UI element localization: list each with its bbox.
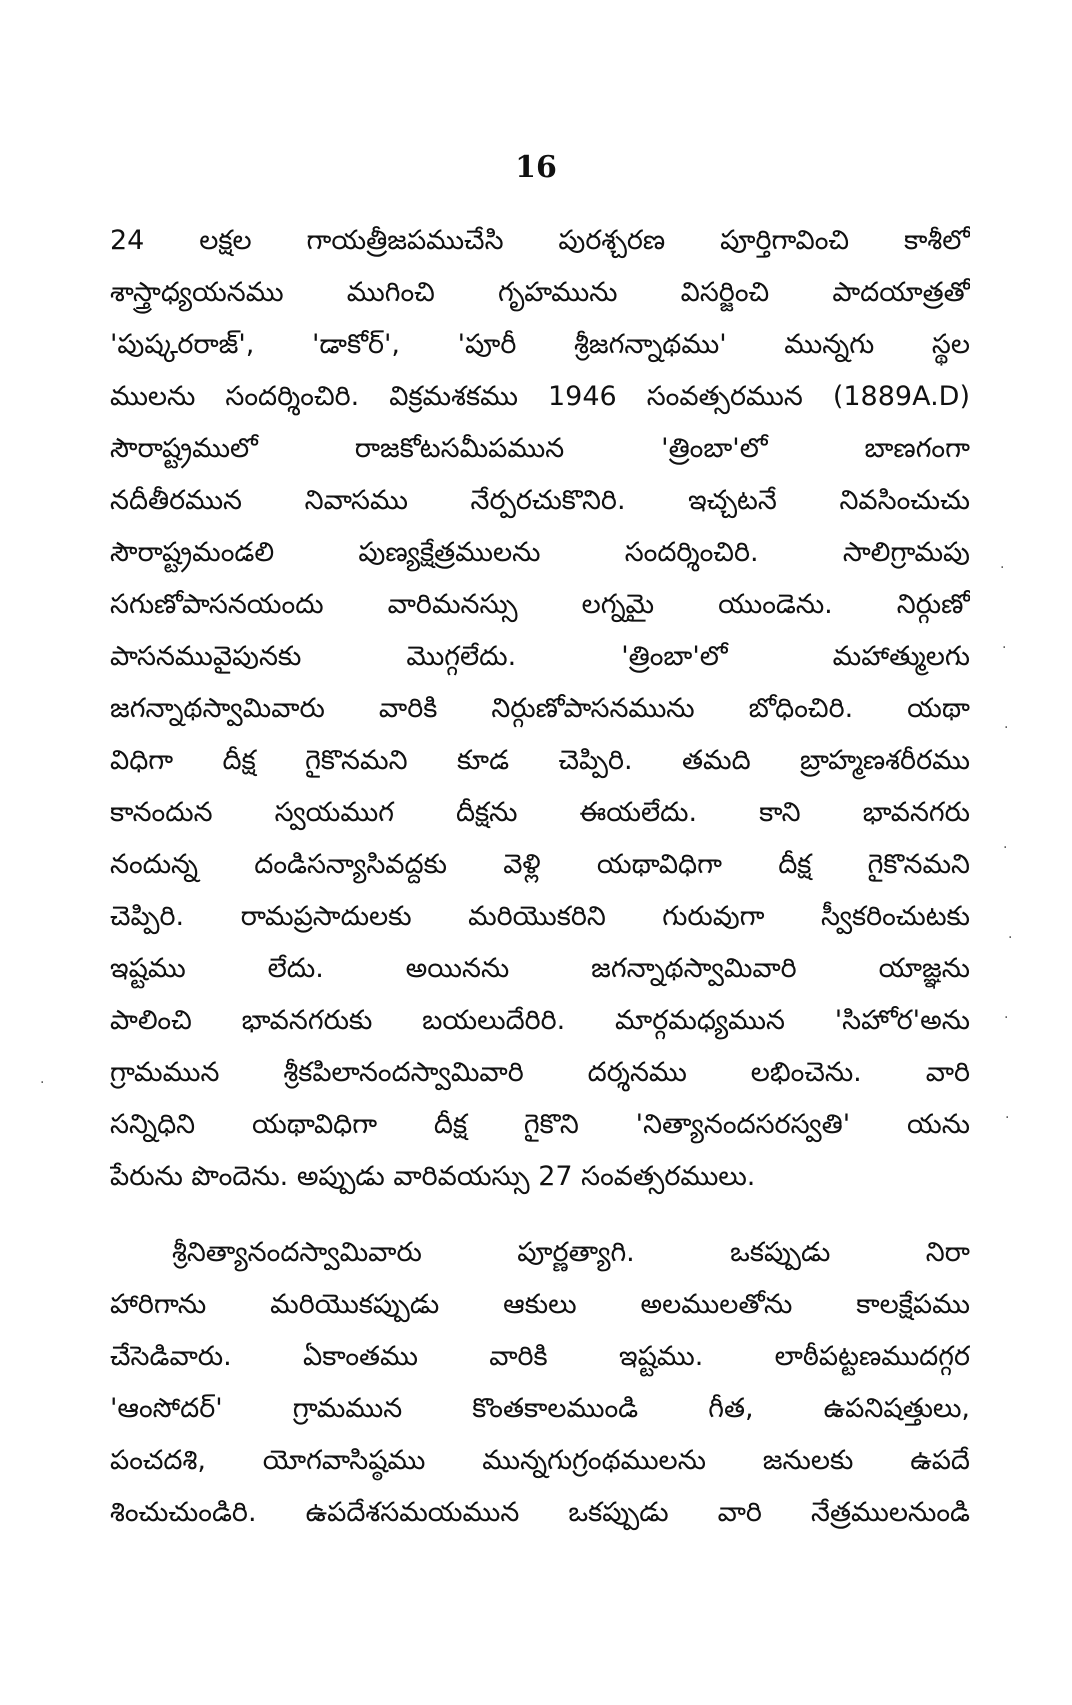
text-line: పాలించి భావనగరుకు బయలుదేరిరి. మార్గమధ్యమున 'సిహోర'అను	[110, 1005, 970, 1036]
scan-speck: ·	[1000, 560, 1005, 576]
paragraph-2	[110, 1227, 970, 1539]
text-line: సౌరాష్ట్రమండలి పుణ్యక్షేత్రములను సందర్శించిరి. సాలిగ్రామపు	[110, 537, 970, 568]
paragraph-1	[110, 215, 970, 1203]
text-line: సౌరాష్ట్రములో రాజకోటసమీపమున 'త్రింబా'లో బాణగంగా	[110, 433, 970, 464]
scan-speck: ·	[1004, 720, 1009, 736]
text-line: గ్రామమున శ్రీకపిలానందస్వామివారి దర్శనము లభించెను. వారి	[110, 1057, 970, 1088]
scan-speck: ·	[40, 1075, 45, 1091]
text-line: శించుచుండిరి. ఉపదేశసమయమున ఒకప్పుడు వారి నేత్రములనుండి	[110, 1497, 970, 1528]
text-line: 24 లక్షల గాయత్రీజపముచేసి పురశ్చరణ పూర్తిగావించి కాశీలో	[110, 225, 970, 256]
text-line: ములను సందర్శించిరి. విక్రమశకము 1946 సంవత్సరమున (1889A.D)	[110, 381, 970, 412]
scan-speck: ·	[1008, 930, 1013, 946]
text-line: పంచదశి, యోగవాసిష్ఠము మున్నగుగ్రంథములను జనులకు ఉపదే	[110, 1445, 970, 1476]
text-line: 'ఆంసోదర్' గ్రామమున కొంతకాలముండి గీత, ఉపనిషత్తులు,	[110, 1393, 970, 1424]
page-number: 16	[515, 150, 557, 185]
text-line: విధిగా దీక్ష గైకొనమని కూడ చెప్పిరి. తమది బ్రాహ్మణశరీరము	[110, 745, 970, 776]
paragraph-gap	[110, 1203, 970, 1227]
text-line: చేసెడివారు. ఏకాంతము వారికి ఇష్టము. లాఠీపట్టణముదగ్గర	[110, 1341, 970, 1372]
text-line: పాసనమువైపునకు మొగ్గలేదు. 'త్రింబా'లో మహాత్ములగు	[110, 641, 970, 672]
text-line: శాస్త్రాధ్యయనము ముగించి గృహమును విసర్జించి పాదయాత్రతో	[110, 277, 970, 308]
scan-speck: ·	[1005, 1110, 1010, 1126]
text-line: కానందున స్వయముగ దీక్షను ఈయలేదు. కాని భావనగరు	[110, 797, 970, 828]
body-text	[110, 215, 970, 1539]
text-line: జగన్నాథస్వామివారు వారికి నిర్గుణోపాసనమును బోధించిరి. యథా	[110, 693, 970, 724]
scan-speck: ·	[1003, 840, 1008, 856]
text-line: నందున్న దండిసన్యాసివద్దకు వెళ్లి యథావిధిగా దీక్ష గైకొనమని	[110, 849, 970, 880]
text-line: నదీతీరమున నివాసము నేర్పరచుకొనిరి. ఇచ్చటనే నివసించుచు	[110, 485, 970, 516]
text-line: పేరును పొందెను. అప్పుడు వారివయస్సు 27 సంవత్సరములు.	[110, 1161, 756, 1192]
text-line: ఇష్టము లేదు. అయినను జగన్నాథస్వామివారి యాజ్ఞను	[110, 953, 970, 984]
text-line: సన్నిధిని యథావిధిగా దీక్ష గైకొని 'నిత్యానందసరస్వతి' యను	[110, 1109, 970, 1140]
text-line: 'పుష్కరరాజ్', 'డాకోర్', 'పూరీ శ్రీజగన్నాథము' మున్నగు స్థల	[110, 329, 970, 360]
text-line: శ్రీనిత్యానందస్వామివారు పూర్ణత్యాగి. ఒకప్పుడు నిరా	[172, 1237, 970, 1268]
scan-speck: ·	[1002, 640, 1007, 656]
text-line: చెప్పిరి. రామప్రసాదులకు మరియొకరిని గురువుగా స్వీకరించుటకు	[110, 901, 970, 932]
scan-speck: ·	[1004, 1010, 1009, 1026]
text-line: హారిగాను మరియొకప్పుడు ఆకులు అలములతోను కాలక్షేపము	[110, 1289, 970, 1320]
text-line: సగుణోపాసనయందు వారిమనస్సు లగ్నమై యుండెను. నిర్గుణో	[110, 589, 970, 620]
